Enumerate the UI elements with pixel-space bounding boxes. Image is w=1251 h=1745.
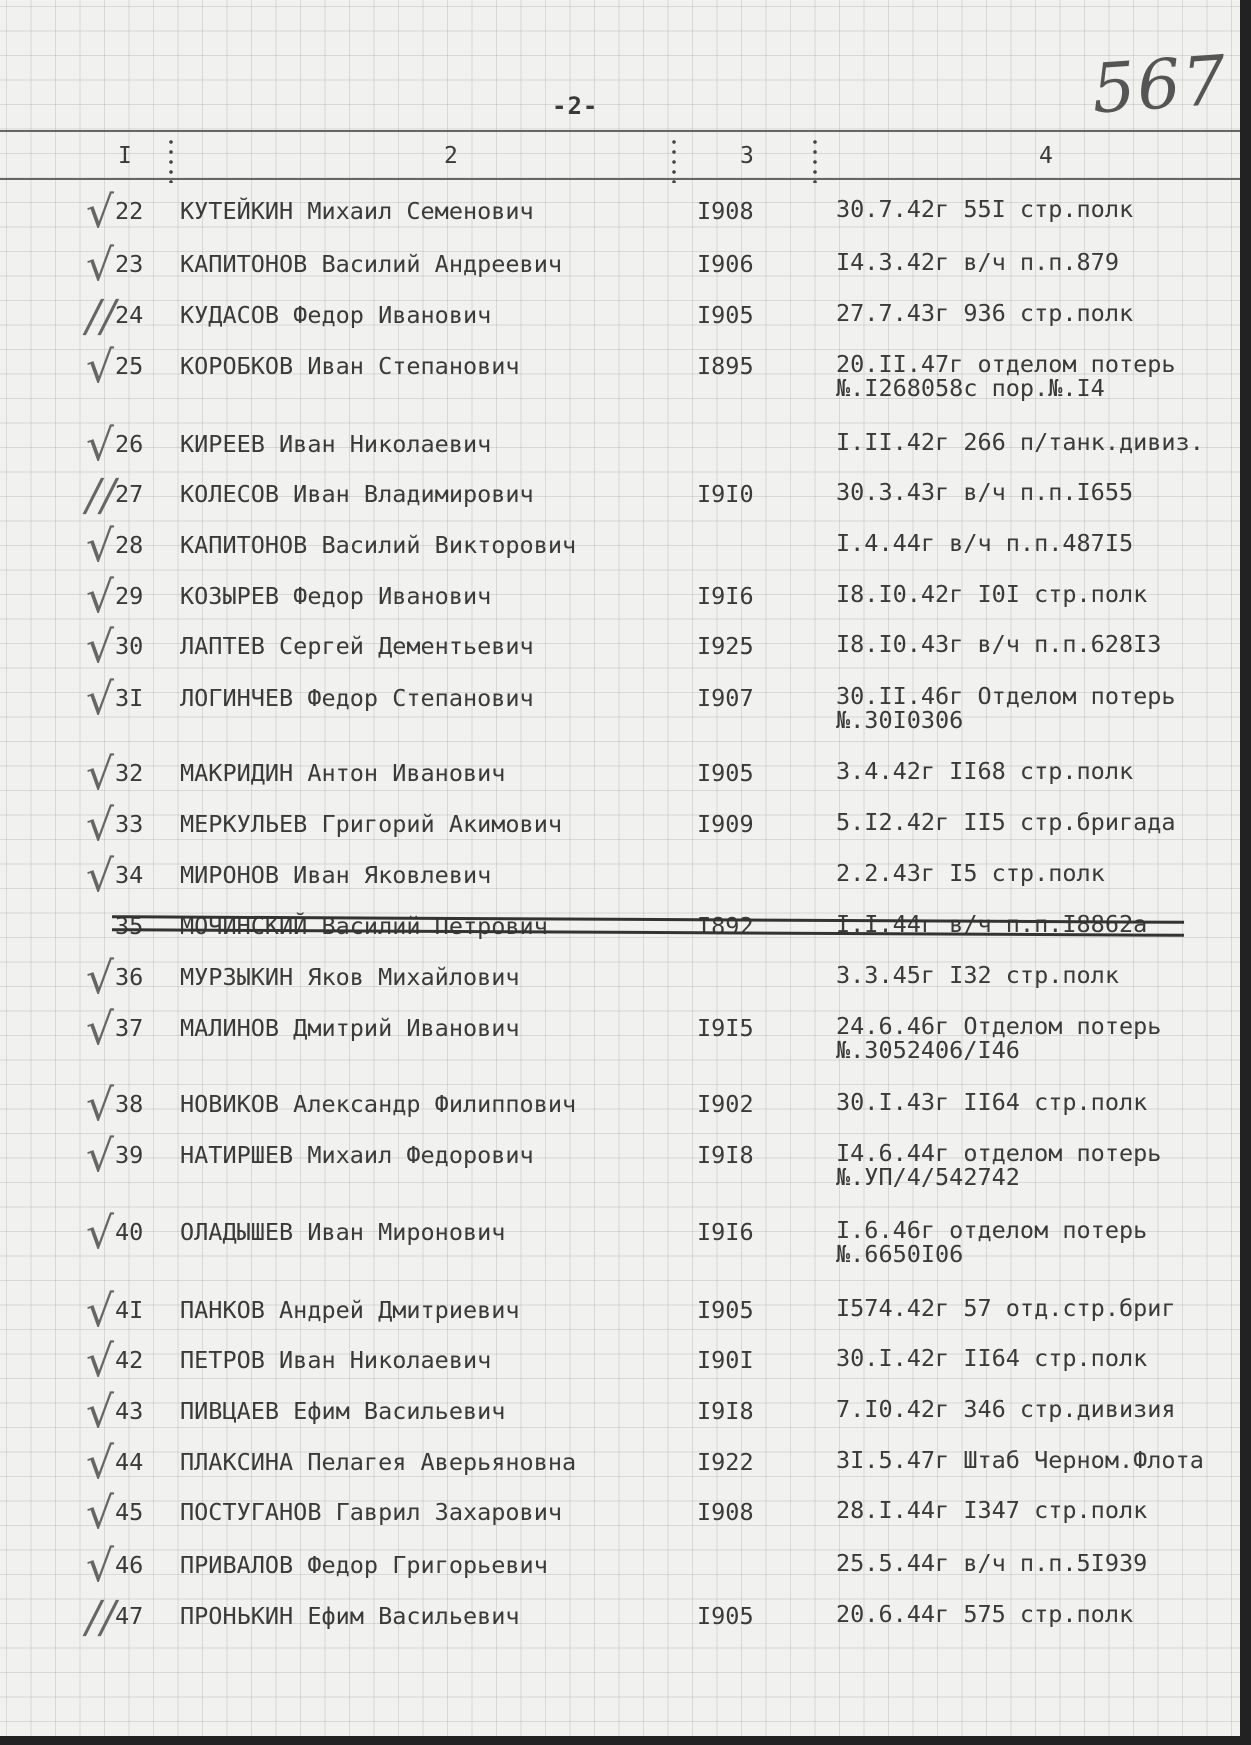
- service-info-line: I4.3.42г в/ч п.п.879: [836, 248, 1119, 276]
- service-info: [836, 531, 1133, 555]
- birth-year: I9I6: [697, 582, 754, 610]
- handwritten-check-mark: √: [86, 572, 115, 623]
- row-number: 44: [115, 1448, 144, 1476]
- service-info-line: 3I.5.47г Штаб Черном.Флота: [836, 1446, 1204, 1474]
- service-info: [836, 1551, 1147, 1575]
- row-number: 40: [115, 1218, 144, 1246]
- person-name: МАЛИНОВ Дмитрий Иванович: [180, 1014, 520, 1042]
- service-info-line: №.I268058с пор.№.I4: [836, 374, 1105, 402]
- service-info-line: I574.42г 57 отд.стр.бриг: [836, 1294, 1176, 1322]
- handwritten-check-mark: √: [86, 1286, 115, 1337]
- row-number: 26: [115, 430, 144, 458]
- handwritten-check-mark: √: [86, 240, 115, 291]
- person-name: МИРОНОВ Иван Яковлевич: [180, 861, 492, 889]
- row-number: 42: [115, 1346, 144, 1374]
- service-info: [836, 582, 1147, 606]
- person-name: МЕРКУЛЬЕВ Григорий Акимович: [180, 810, 563, 838]
- row-number: 27: [115, 480, 144, 508]
- person-name: МОЧИНСКИЙ Василий Петрович: [180, 912, 548, 940]
- person-name: ЛАПТЕВ Сергей Дементьевич: [180, 632, 534, 660]
- row-number: 47: [115, 1602, 144, 1630]
- birth-year: I908: [697, 197, 754, 225]
- column-header-1: I: [118, 143, 132, 169]
- service-info: [836, 861, 1105, 885]
- person-name: ЛОГИНЧЕВ Федор Степанович: [180, 684, 534, 712]
- table-header-rule: [0, 178, 1240, 180]
- person-name: ОЛАДЫШЕВ Иван Миронович: [180, 1218, 506, 1246]
- handwritten-check-mark: ∕∕: [86, 1592, 116, 1643]
- service-info: [836, 197, 1133, 221]
- handwritten-check-mark: ∕∕: [86, 291, 116, 342]
- person-name: КОЗЫРЕВ Федор Иванович: [180, 582, 492, 610]
- birth-year: I9I0: [697, 480, 754, 508]
- handwritten-check-mark: √: [86, 1387, 115, 1438]
- service-info-line: 24.6.46г Отделом потерь: [836, 1012, 1162, 1040]
- row-number: 3I: [115, 684, 144, 712]
- row-number: 36: [115, 963, 144, 991]
- row-number: 30: [115, 632, 144, 660]
- service-info: [836, 301, 1133, 325]
- handwritten-check-mark: √: [86, 1080, 115, 1131]
- service-info: [836, 632, 1161, 656]
- service-info-line: 7.I0.42г 346 стр.дивизия: [836, 1395, 1176, 1423]
- birth-year: I922: [697, 1448, 754, 1476]
- person-name: ПОСТУГАНОВ Гаврил Захарович: [180, 1498, 563, 1526]
- person-name: ПЛАКСИНА Пелагея Аверьяновна: [180, 1448, 577, 1476]
- person-name: ПРИВАЛОВ Федор Григорьевич: [180, 1551, 548, 1579]
- person-name: МУРЗЫКИН Яков Михайлович: [180, 963, 520, 991]
- handwritten-check-mark: √: [86, 342, 115, 393]
- birth-year: I909: [697, 810, 754, 838]
- column-divider: [813, 137, 817, 183]
- service-info: [836, 684, 1176, 732]
- birth-year: I895: [697, 352, 754, 380]
- service-info: [836, 810, 1176, 834]
- service-info: [836, 250, 1119, 274]
- row-number: 28: [115, 531, 144, 559]
- service-info-line: I8.I0.42г I0I стр.полк: [836, 580, 1148, 608]
- service-info-line: 20.6.44г 575 стр.полк: [836, 1600, 1134, 1628]
- birth-year: I905: [697, 1602, 754, 1630]
- row-number: 4I: [115, 1296, 144, 1324]
- birth-year: I9I6: [697, 1218, 754, 1246]
- service-info: [836, 1014, 1161, 1062]
- row-number: 35: [115, 912, 144, 940]
- service-info-line: 30.I.43г II64 стр.полк: [836, 1088, 1148, 1116]
- row-number: 29: [115, 582, 144, 610]
- handwritten-check-mark: √: [86, 622, 115, 673]
- row-number: 45: [115, 1498, 144, 1526]
- handwritten-check-mark: √: [86, 800, 115, 851]
- column-header-4: 4: [1039, 143, 1053, 169]
- column-header-3: 3: [740, 143, 754, 169]
- column-divider: [672, 137, 676, 183]
- person-name: КАПИТОНОВ Василий Андреевич: [180, 250, 563, 278]
- handwritten-check-mark: ∕∕: [86, 470, 116, 521]
- service-info: [836, 1602, 1133, 1626]
- service-info-line: №.30I0306: [836, 706, 964, 734]
- row-number: 39: [115, 1141, 144, 1169]
- person-name: КИРЕЕВ Иван Николаевич: [180, 430, 492, 458]
- row-number: 23: [115, 250, 144, 278]
- row-number: 46: [115, 1551, 144, 1579]
- birth-year: I9I5: [697, 1014, 754, 1042]
- handwritten-archive-number: 567: [1089, 41, 1231, 130]
- handwritten-check-mark: √: [86, 1208, 115, 1259]
- row-number: 25: [115, 352, 144, 380]
- service-info-line: I.I.44г в/ч п.п.I8862а: [836, 910, 1148, 938]
- service-info: [836, 1090, 1147, 1114]
- page-number: -2-: [552, 92, 599, 120]
- row-number: 22: [115, 197, 144, 225]
- service-info: [836, 430, 1204, 454]
- person-name: ПИВЦАЕВ Ефим Васильевич: [180, 1397, 506, 1425]
- service-info-line: I.6.46г отделом потерь: [836, 1216, 1148, 1244]
- service-info: [836, 1141, 1161, 1189]
- service-info-line: I.4.44г в/ч п.п.487I5: [836, 529, 1134, 557]
- person-name: КУТЕЙКИН Михаил Семенович: [180, 197, 534, 225]
- service-info: [836, 1448, 1204, 1472]
- service-info-line: 20.II.47г отделом потерь: [836, 350, 1176, 378]
- service-info-line: 30.7.42г 55I стр.полк: [836, 195, 1134, 223]
- person-name: КАПИТОНОВ Василий Викторович: [180, 531, 577, 559]
- service-info-line: №.УП/4/542742: [836, 1163, 1020, 1191]
- person-name: МАКРИДИН Антон Иванович: [180, 759, 506, 787]
- handwritten-check-mark: √: [86, 1488, 115, 1539]
- handwritten-check-mark: √: [86, 674, 115, 725]
- service-info: [836, 1498, 1147, 1522]
- service-info-line: 30.3.43г в/ч п.п.I655: [836, 478, 1134, 506]
- service-info-line: 28.I.44г I347 стр.полк: [836, 1496, 1148, 1524]
- birth-year: I902: [697, 1090, 754, 1118]
- handwritten-check-mark: √: [86, 521, 115, 572]
- person-name: НАТИРШЕВ Михаил Федорович: [180, 1141, 534, 1169]
- service-info: [836, 1218, 1147, 1266]
- handwritten-check-mark: √: [86, 1438, 115, 1489]
- service-info-line: №.3052406/I46: [836, 1036, 1020, 1064]
- handwritten-check-mark: √: [86, 1541, 115, 1592]
- row-number: 38: [115, 1090, 144, 1118]
- row-number: 43: [115, 1397, 144, 1425]
- birth-year: I907: [697, 684, 754, 712]
- birth-year: I925: [697, 632, 754, 660]
- birth-year: I905: [697, 759, 754, 787]
- handwritten-check-mark: √: [86, 953, 115, 1004]
- service-info: [836, 352, 1176, 400]
- service-info-line: 27.7.43г 936 стр.полк: [836, 299, 1134, 327]
- service-info-line: 30.I.42г II64 стр.полк: [836, 1344, 1148, 1372]
- service-info: [836, 1296, 1176, 1320]
- service-info-line: №.6650I06: [836, 1240, 964, 1268]
- service-info-line: 25.5.44г в/ч п.п.5I939: [836, 1549, 1148, 1577]
- service-info-line: 3.4.42г II68 стр.полк: [836, 757, 1134, 785]
- row-number: 34: [115, 861, 144, 889]
- person-name: КОЛЕСОВ Иван Владимирович: [180, 480, 534, 508]
- handwritten-check-mark: √: [86, 1131, 115, 1182]
- table-top-rule: [0, 130, 1240, 132]
- birth-year: I908: [697, 1498, 754, 1526]
- service-info-line: 2.2.43г I5 стр.полк: [836, 859, 1105, 887]
- service-info-line: I.II.42г 266 п/танк.дивиз.: [836, 428, 1204, 456]
- row-number: 24: [115, 301, 144, 329]
- person-name: КУДАСОВ Федор Иванович: [180, 301, 492, 329]
- service-info-line: I4.6.44г отделом потерь: [836, 1139, 1162, 1167]
- service-info: [836, 1346, 1147, 1370]
- handwritten-check-mark: √: [86, 1004, 115, 1055]
- birth-year: I905: [697, 1296, 754, 1324]
- row-number: 33: [115, 810, 144, 838]
- person-name: ПАНКОВ Андрей Дмитриевич: [180, 1296, 520, 1324]
- handwritten-check-mark: √: [86, 749, 115, 800]
- service-info: [836, 963, 1119, 987]
- birth-year: I9I8: [697, 1397, 754, 1425]
- service-info-line: 5.I2.42г II5 стр.бригада: [836, 808, 1176, 836]
- row-number: 37: [115, 1014, 144, 1042]
- handwritten-check-mark: √: [86, 187, 115, 238]
- service-info-line: I8.I0.43г в/ч п.п.628I3: [836, 630, 1162, 658]
- birth-year: I9I8: [697, 1141, 754, 1169]
- birth-year: I90I: [697, 1346, 754, 1374]
- scan-border: [1240, 0, 1251, 1745]
- person-name: ПЕТРОВ Иван Николаевич: [180, 1346, 492, 1374]
- handwritten-check-mark: √: [86, 1336, 115, 1387]
- person-name: ПРОНЬКИН Ефим Васильевич: [180, 1602, 520, 1630]
- service-info: [836, 480, 1133, 504]
- birth-year: I906: [697, 250, 754, 278]
- service-info: [836, 1397, 1176, 1421]
- handwritten-check-mark: √: [86, 851, 115, 902]
- service-info: [836, 759, 1133, 783]
- birth-year: I905: [697, 301, 754, 329]
- handwritten-check-mark: √: [86, 420, 115, 471]
- service-info-line: 3.3.45г I32 стр.полк: [836, 961, 1119, 989]
- scan-border: [0, 1736, 1251, 1745]
- column-divider: [169, 137, 173, 183]
- person-name: НОВИКОВ Александр Филиппович: [180, 1090, 577, 1118]
- person-name: КОРОБКОВ Иван Степанович: [180, 352, 520, 380]
- service-info-line: 30.II.46г Отделом потерь: [836, 682, 1176, 710]
- birth-year: I892: [697, 912, 754, 940]
- row-number: 32: [115, 759, 144, 787]
- column-header-2: 2: [444, 143, 458, 169]
